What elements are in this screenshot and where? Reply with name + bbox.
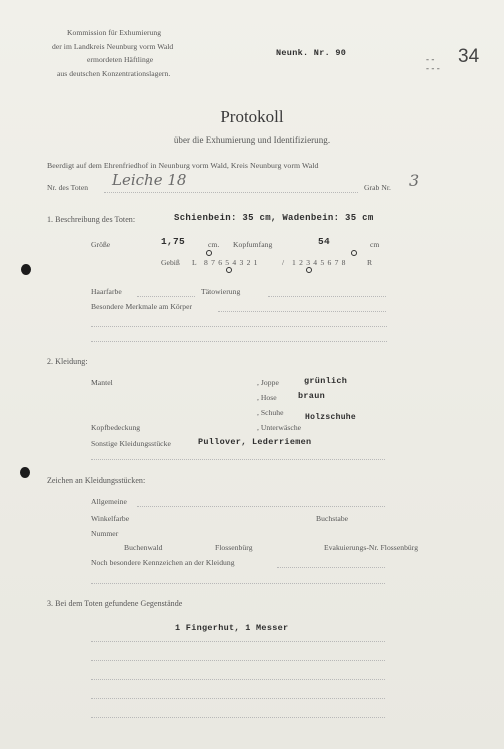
head-circumference-value: 54	[318, 236, 331, 247]
grave-number-value: 3	[409, 171, 420, 190]
jacket-value: grünlich	[304, 376, 348, 386]
tooth-mark-4	[351, 250, 357, 256]
clothing-marks-heading: Zeichen an Kleidungsstücken:	[47, 476, 146, 485]
commission-line-2: der im Landkreis Neunburg vorm Wald	[52, 42, 174, 51]
other-clothing-value: Pullover, Lederriemen	[198, 437, 312, 447]
punch-hole-top	[21, 264, 31, 275]
reference-number: Neunk. Nr. 90	[276, 48, 347, 58]
found-items-value: 1 Fingerhut, 1 Messer	[175, 623, 289, 633]
trousers-label: , Hose	[257, 393, 277, 402]
punch-hole-bottom	[20, 467, 30, 478]
number-label: Nummer	[91, 529, 119, 538]
grave-number-label: Grab Nr.	[364, 183, 391, 192]
tooth-mark-2	[226, 267, 232, 273]
jacket-label: , Joppe	[257, 378, 279, 387]
other-clothing-label: Sonstige Kleidungsstücke	[91, 439, 171, 448]
height-value: 1,75	[161, 236, 186, 247]
page-number: 34	[458, 46, 480, 67]
commission-line-1: Kommission für Exhumierung	[67, 28, 162, 37]
flossenbuerg-label: Flossenbürg	[215, 543, 253, 552]
head-circumference-label: Kopfumfang	[233, 240, 273, 249]
coat-label: Mantel	[91, 378, 113, 387]
head-circumference-unit: cm	[370, 240, 380, 249]
teeth-left-marker: L	[192, 258, 197, 267]
trousers-value: braun	[298, 391, 326, 401]
section3-heading: 3. Bei dem Toten gefundene Gegenstände	[47, 599, 183, 608]
header-dash-mark-2: - - -	[426, 63, 440, 73]
triangle-color-label: Winkelfarbe	[91, 514, 130, 523]
commission-line-3: ermordeten Häftlinge	[87, 55, 154, 64]
burial-place: Beerdigt auf dem Ehrenfriedhof in Neunburg vorm Wald, Kreis Neunburg vorm Wald	[47, 161, 319, 170]
teeth-right-marker: R	[367, 258, 373, 267]
document-subtitle: über die Exhumierung und Identifizierung.	[173, 135, 331, 145]
dead-number-label: Nr. des Toten	[47, 183, 89, 192]
shoes-value: Holzschuhe	[305, 413, 357, 422]
tooth-mark-3	[306, 267, 312, 273]
special-marks-label: Besondere Merkmale am Körper	[91, 302, 193, 311]
letter-label: Buchstabe	[316, 514, 349, 523]
tooth-mark-1	[206, 250, 212, 256]
tattoo-label: Tätowierung	[201, 287, 241, 296]
height-label: Größe	[91, 240, 111, 249]
headwear-label: Kopfbedeckung	[91, 423, 141, 432]
document-title: Protokoll	[220, 107, 284, 126]
shoes-label: , Schuhe	[257, 408, 284, 417]
section2-heading: 2. Kleidung:	[47, 357, 88, 366]
header-dash-mark: - -	[426, 54, 435, 64]
height-unit: cm.	[208, 240, 220, 249]
teeth-separator: /	[282, 258, 285, 267]
dead-number-value: Leiche 18	[112, 171, 187, 189]
special-clothing-marks-label: Noch besondere Kennzeichen an der Kleidung	[91, 558, 235, 567]
teeth-digits-left: 8 7 6 5 4 3 2 1	[204, 258, 259, 267]
section1-heading: 1. Beschreibung des Toten:	[47, 215, 136, 224]
teeth-digits-right: 1 2 3 4 5 6 7 8	[292, 258, 347, 267]
buchenwald-label: Buchenwald	[124, 543, 163, 552]
commission-line-4: aus deutschen Konzentrationslagern.	[57, 69, 171, 78]
general-marks-label: Allgemeine	[91, 497, 127, 506]
bone-measurements: Schienbein: 35 cm, Wadenbein: 35 cm	[174, 213, 374, 223]
evacuation-number-label: Evakuierungs-Nr. Flossenbürg	[324, 543, 419, 552]
hair-color-label: Haarfarbe	[91, 287, 122, 296]
underwear-label: , Unterwäsche	[257, 423, 302, 432]
teeth-label: Gebiß	[161, 258, 180, 267]
